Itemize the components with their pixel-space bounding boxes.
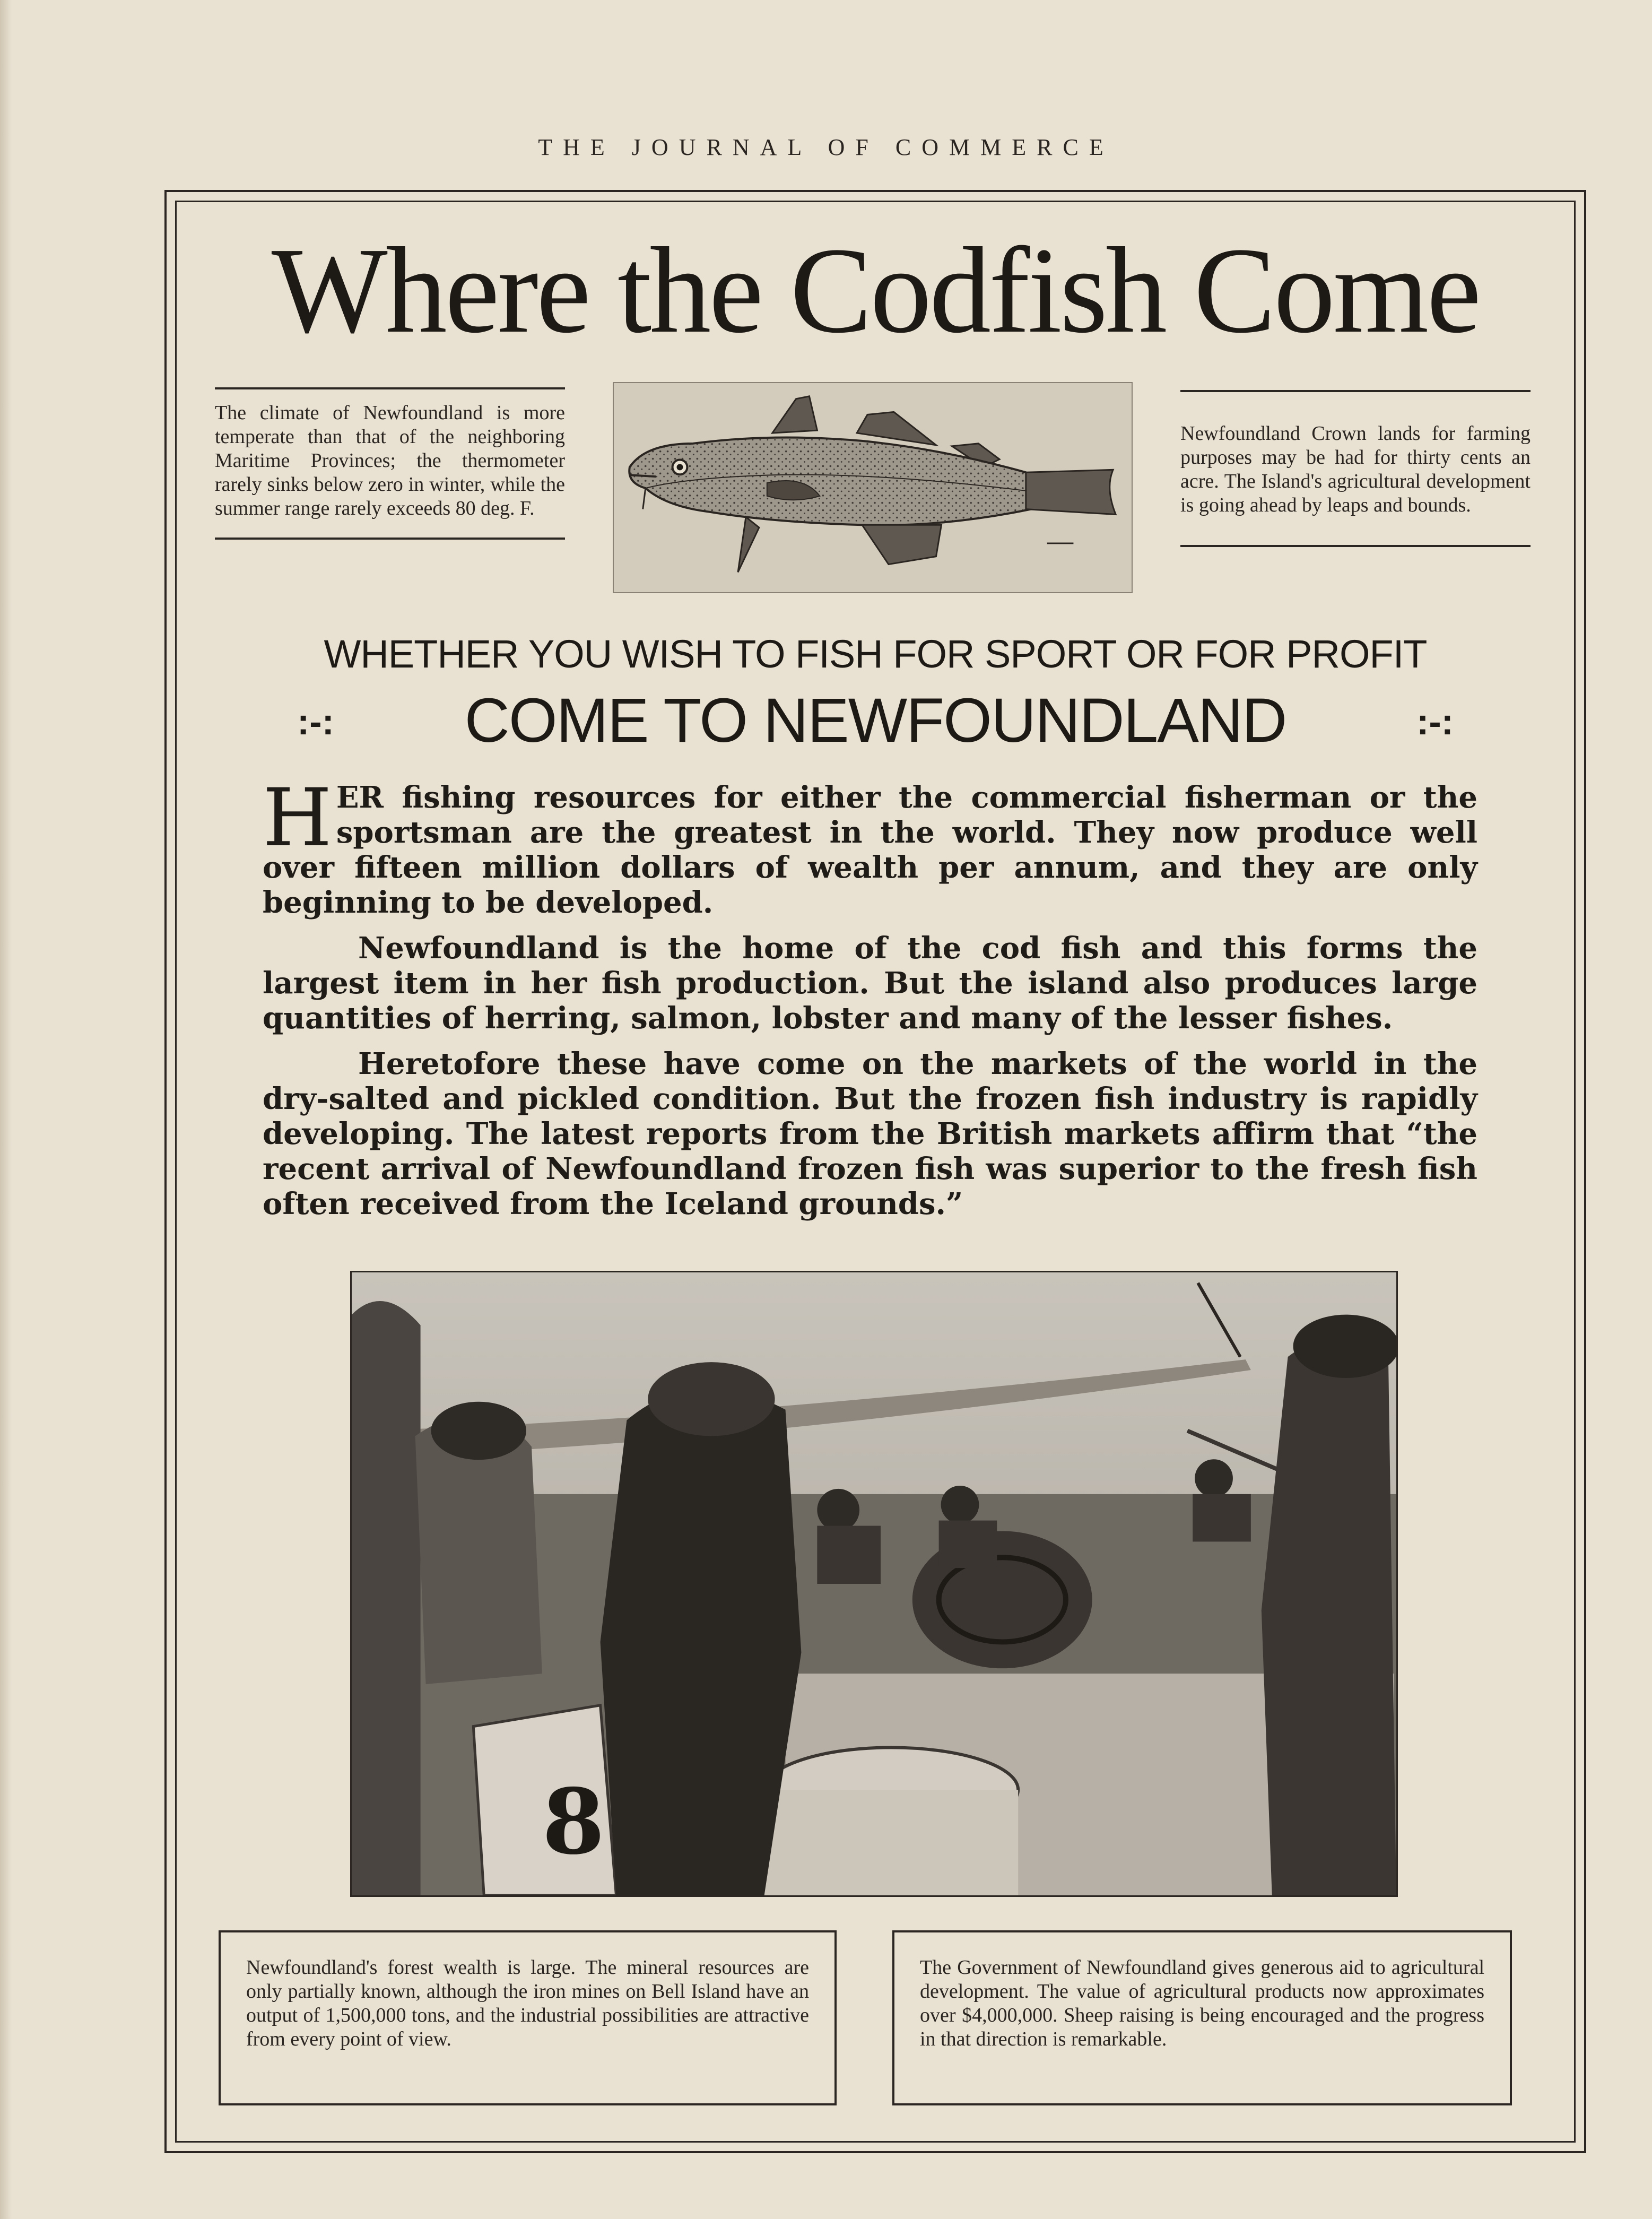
body-copy <box>263 772 1477 1232</box>
fish-dorsal-fin-1 <box>772 396 818 433</box>
left-sidebar <box>215 387 565 540</box>
body-paragraph: Newfoundland is the home of the cod fish and this forms the largest item in her fish production. But the island also produces large quantities of herring, salmon, lobster and many of the lesser fishes. <box>263 931 1477 1036</box>
body-paragraph <box>263 772 1477 920</box>
ornament-right: :-: <box>1416 701 1454 742</box>
drop-cap: H <box>263 772 332 864</box>
fish-tail <box>1026 470 1116 514</box>
fishermen-photograph <box>350 1271 1398 1897</box>
fish-anal-fin <box>862 525 941 564</box>
fish-dorsal-fin-2 <box>857 412 936 445</box>
bottom-left-text: Newfoundland's forest wealth is large. The mineral resources are only partially known, although the iron mines on Bell Island have an output of 1,500,000 tons, and the industrial possibilities are attractive from every point of view. <box>246 1956 809 2050</box>
sidebar-rule-top <box>215 387 565 389</box>
background-figure <box>817 1489 859 1531</box>
page-edge <box>0 0 12 2219</box>
bottom-right-box <box>892 1930 1512 2105</box>
subheadline: WHETHER YOU WISH TO FISH FOR SPORT OR FOR PROFIT <box>324 632 1427 676</box>
come-to-newfoundland-line <box>297 684 1454 764</box>
background-figure <box>941 1486 979 1524</box>
fisherman-right <box>1262 1340 1396 1895</box>
codfish-illustration <box>613 382 1133 593</box>
background-figure <box>1195 1459 1233 1497</box>
headline: Where the Codfish Come <box>271 222 1480 359</box>
sidebar-rule-bottom <box>215 538 565 540</box>
ornament-left: :-: <box>297 701 334 742</box>
body-paragraph: Heretofore these have come on the markets of the world in the dry-salted and pickled condition. But the frozen fish industry is rapidly developing. The latest reports from the British markets affirm that “the recent arrival of Newfoundland frozen fish was superior to the fresh fish often received from the Iceland grounds.” <box>263 1046 1477 1221</box>
left-sidebar-text: The climate of Newfoundland is more temperate than that of the neighboring Maritime Provinces; the thermometer rarely sinks below zero in winter, while the summer range rarely exceeds 80 deg. F. <box>215 402 565 519</box>
bottom-left-box <box>219 1930 837 2105</box>
body-paragraph-text: ER fishing resources for either the commercial fisherman or the sportsman are the greatest in the world. They now produce well over fifteen million dollars of wealth per annum, and they are only beginning to be developed. <box>263 780 1477 920</box>
fisherman-left <box>352 1301 421 1895</box>
bottom-right-text: The Government of Newfoundland gives generous aid to agricultural development. The value of agricultural products now approximates over $4,000,000. Sheep raising is being encouraged and the progress in that direction is remarkable. <box>920 1956 1484 2050</box>
right-sidebar <box>1180 390 1531 547</box>
right-sidebar-text: Newfoundland Crown lands for farming purposes may be had for thirty cents an acre. The Island's agricultural development is going ahead by leaps and bounds. <box>1180 422 1531 516</box>
sidebar-rule-bottom <box>1180 545 1531 547</box>
fish-pelvic-fin <box>738 517 759 572</box>
sidebar-rule-top <box>1180 390 1531 392</box>
running-head: THE JOURNAL OF COMMERCE <box>538 134 1114 160</box>
come-to-newfoundland: COME TO NEWFOUNDLAND <box>464 686 1286 756</box>
barrel-marking: 8 <box>542 1769 605 1875</box>
fisherman-center <box>601 1388 802 1895</box>
